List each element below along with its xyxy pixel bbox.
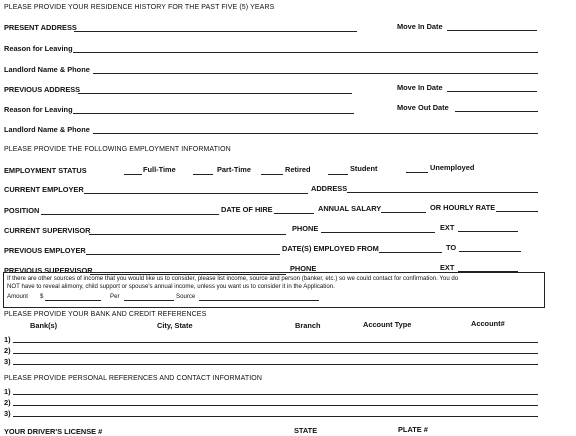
personal-row-label-1: 1)	[4, 387, 11, 396]
move-in-date-field-2[interactable]	[447, 91, 537, 92]
phone-label-1: PHONE	[292, 224, 319, 233]
move-in-date-label-1: Move In Date	[397, 22, 443, 31]
student-checkbox[interactable]	[328, 174, 348, 175]
personal-row-label-3: 3)	[4, 409, 11, 418]
landlord-field-1[interactable]	[93, 73, 538, 74]
landlord-field-2[interactable]	[93, 133, 538, 134]
unemployed-option: Unemployed	[430, 163, 475, 172]
landlord-label-2: Landlord Name & Phone	[4, 125, 90, 134]
bank-row-field-2[interactable]	[13, 353, 538, 354]
annual-salary-label: ANNUAL SALARY	[318, 204, 382, 213]
phone-field-1[interactable]	[321, 232, 435, 233]
personal-row-field-1[interactable]	[13, 394, 538, 395]
ext-field-1[interactable]	[458, 231, 518, 232]
employment-status-label: EMPLOYMENT STATUS	[4, 166, 87, 175]
bank-col-banks: Bank(s)	[30, 321, 58, 330]
bank-row-field-3[interactable]	[13, 364, 538, 365]
previous-address-label: PREVIOUS ADDRESS	[4, 85, 81, 94]
source-label: Source	[176, 293, 196, 300]
bank-row-label-1: 1)	[4, 335, 11, 344]
bank-col-branch: Branch	[295, 321, 321, 330]
ext-label-2: EXT	[440, 263, 455, 272]
retired-option: Retired	[285, 165, 311, 174]
student-option: Student	[350, 164, 378, 173]
bank-row-field-1[interactable]	[13, 342, 538, 343]
part-time-option: Part-Time	[217, 165, 251, 174]
phone-label-2: PHONE	[290, 264, 317, 273]
reason-for-leaving-field-2[interactable]	[73, 113, 354, 114]
reason-for-leaving-label-1: Reason for Leaving	[4, 44, 73, 53]
dates-employed-from-field[interactable]	[379, 252, 442, 253]
amount-dollar-sign: $	[40, 293, 44, 300]
present-address-field[interactable]	[74, 31, 357, 32]
landlord-label-1: Landlord Name & Phone	[4, 65, 90, 74]
part-time-checkbox[interactable]	[193, 174, 213, 175]
full-time-checkbox[interactable]	[124, 174, 142, 175]
plate-number-label: PLATE #	[398, 425, 428, 434]
residence-heading: PLEASE PROVIDE YOUR RESIDENCE HISTORY FOR THE PAST FIVE (5) YEARS	[4, 4, 275, 11]
employment-heading: PLEASE PROVIDE THE FOLLOWING EMPLOYMENT INFORMATION	[4, 146, 231, 153]
present-address-label: PRESENT ADDRESS	[4, 23, 77, 32]
reason-for-leaving-label-2: Reason for Leaving	[4, 105, 73, 114]
annual-salary-field[interactable]	[381, 212, 426, 213]
move-in-date-label-2: Move In Date	[397, 83, 443, 92]
move-out-date-label: Move Out Date	[397, 103, 449, 112]
bank-row-label-3: 3)	[4, 357, 11, 366]
current-supervisor-field[interactable]	[89, 234, 286, 235]
date-of-hire-field[interactable]	[274, 213, 314, 214]
personal-row-field-2[interactable]	[13, 405, 538, 406]
full-time-option: Full-Time	[143, 165, 176, 174]
to-field[interactable]	[459, 251, 521, 252]
other-income-note-line1: If there are other sources of income that you would like us to consider, please list income, source and person (banker, etc.) so we could contact for confirmation. You do	[7, 275, 459, 282]
move-in-date-field-1[interactable]	[447, 30, 537, 31]
source-field[interactable]	[199, 300, 319, 301]
personal-row-field-3[interactable]	[13, 416, 538, 417]
bank-heading: PLEASE PROVIDE YOUR BANK AND CREDIT REFERENCES	[4, 311, 207, 318]
current-employer-label: CURRENT EMPLOYER	[4, 185, 84, 194]
address-field[interactable]	[347, 192, 538, 193]
hourly-rate-label: OR HOURLY RATE	[430, 203, 496, 212]
personal-row-label-2: 2)	[4, 398, 11, 407]
other-income-note-line2: NOT have to reveal alimony, child support or spouse's annual income, unless you want us to consider it in the Application.	[7, 283, 335, 290]
position-field[interactable]	[41, 214, 219, 215]
bank-col-city-state: City, State	[157, 321, 193, 330]
per-label: Per	[110, 293, 120, 300]
position-label: POSITION	[4, 206, 40, 215]
previous-employer-field[interactable]	[86, 254, 280, 255]
move-out-date-field[interactable]	[455, 111, 538, 112]
hourly-rate-field[interactable]	[496, 211, 538, 212]
unemployed-checkbox[interactable]	[406, 172, 428, 173]
bank-row-label-2: 2)	[4, 346, 11, 355]
address-label: ADDRESS	[311, 184, 348, 193]
previous-supervisor-label: PREVIOUS SUPERVISOR	[4, 266, 93, 275]
personal-heading: PLEASE PROVIDE PERSONAL REFERENCES AND CONTACT INFORMATION	[4, 375, 262, 382]
retired-checkbox[interactable]	[261, 174, 283, 175]
bank-col-account-number: Account#	[471, 319, 505, 328]
previous-employer-label: PREVIOUS EMPLOYER	[4, 246, 86, 255]
ext-label-1: EXT	[440, 223, 455, 232]
bank-col-account-type: Account Type	[363, 320, 412, 329]
drivers-license-label: YOUR DRIVER'S LICENSE #	[4, 427, 103, 436]
to-label: TO	[446, 243, 457, 252]
amount-label: Amount	[7, 293, 29, 300]
current-supervisor-label: CURRENT SUPERVISOR	[4, 226, 91, 235]
reason-for-leaving-field-1[interactable]	[73, 52, 538, 53]
previous-address-field[interactable]	[78, 93, 352, 94]
amount-field[interactable]	[45, 300, 101, 301]
current-employer-field[interactable]	[84, 193, 308, 194]
license-state-label: STATE	[294, 426, 318, 435]
date-of-hire-label: DATE OF HIRE	[221, 205, 273, 214]
dates-employed-from-label: DATE(S) EMPLOYED FROM	[282, 244, 379, 253]
per-field[interactable]	[124, 300, 174, 301]
